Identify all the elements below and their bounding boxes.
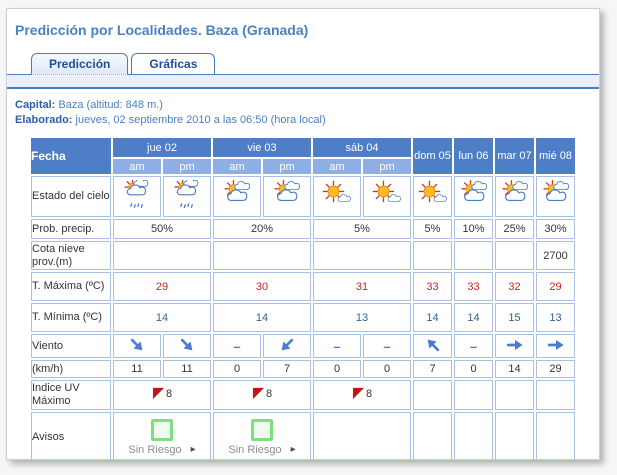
aviso-item[interactable] [114, 419, 210, 456]
cota-cell-3 [413, 241, 452, 270]
precip-cell-0: 50% [113, 219, 211, 239]
row-tmin [31, 303, 575, 332]
precip-cell-1: 20% [213, 219, 311, 239]
kmh-cell-5: 0 [363, 360, 411, 378]
cota-cell-1 [213, 241, 311, 270]
page-title: Predicción por Localidades. Baza (Granada) [15, 22, 309, 38]
tab-graficas[interactable]: Gráficas [131, 53, 215, 75]
wind-arrow-se-icon [178, 336, 196, 354]
avisos-cell-2 [313, 412, 411, 462]
weather-sunny-cloud-icon [322, 201, 352, 213]
estado-cell-9 [536, 176, 575, 217]
viento-cell-7 [454, 334, 493, 358]
weather-sunny-cloud-icon [418, 201, 448, 213]
tmin-cell-0: 14 [113, 303, 211, 332]
subheader-pm-0: pm [163, 159, 211, 174]
estado-cell-5 [363, 176, 411, 217]
avisos-cell-3 [413, 412, 452, 462]
wind-arrow-sw-icon [278, 336, 296, 354]
forecast-table [29, 136, 577, 464]
uv-cell-0 [113, 380, 211, 410]
subheader-pm-1: pm [263, 159, 311, 174]
avisos-cell-5 [495, 412, 534, 462]
viento-cell-4 [313, 334, 361, 358]
kmh-cell-0: 11 [113, 360, 161, 378]
wind-arrow-se-icon [128, 336, 146, 354]
uv-cell-5 [495, 380, 534, 410]
estado-cell-0 [113, 176, 161, 217]
estado-cell-8 [495, 176, 534, 217]
uv-value: 8 [365, 387, 373, 400]
capital-label: Capital: [15, 99, 56, 111]
subheader-am-0: am [113, 159, 161, 174]
uv-cell-3 [413, 380, 452, 410]
row-precip [31, 219, 575, 239]
kmh-cell-2: 0 [213, 360, 261, 378]
wind-calm-dash: – [233, 338, 241, 354]
kmh-cell-6: 7 [413, 360, 452, 378]
aviso-text: Sin Riesgo [228, 443, 282, 456]
uv-flag-icon [252, 387, 265, 400]
viento-cell-9 [536, 334, 575, 358]
uv-flag-icon [152, 387, 165, 400]
estado-cell-4 [313, 176, 361, 217]
estado-cell-3 [263, 176, 311, 217]
kmh-cell-3: 7 [263, 360, 311, 378]
precip-cell-2: 5% [313, 219, 411, 239]
row-label-estado: Estado del cielo [31, 176, 111, 217]
fecha-header: Fecha [31, 138, 111, 174]
row-label-precip: Prob. precip. [31, 219, 111, 239]
viento-cell-5 [363, 334, 411, 358]
row-cota [31, 241, 575, 270]
tmin-cell-3: 14 [413, 303, 452, 332]
day-header-mar-07: mar 07 [495, 138, 534, 174]
wind-calm-dash: – [469, 338, 478, 354]
row-tmax [31, 272, 575, 301]
avisos-cell-4 [454, 412, 493, 462]
day-header-mié-08: mié 08 [536, 138, 575, 174]
viento-cell-8 [495, 334, 534, 358]
uv-flag-icon [352, 387, 365, 400]
elaborado-line [15, 113, 599, 128]
subheader-pm-2: pm [363, 159, 411, 174]
tmin-cell-6: 13 [536, 303, 575, 332]
cota-cell-6: 2700 [536, 241, 575, 270]
row-uv [31, 380, 575, 410]
cota-cell-2 [313, 241, 411, 270]
tmax-cell-2: 31 [313, 272, 411, 301]
capital-line [15, 98, 599, 113]
weather-sun-clouds-rain-icon [172, 201, 202, 213]
day-header-lun-06: lun 06 [454, 138, 493, 174]
estado-cell-2 [213, 176, 261, 217]
viento-cell-3 [263, 334, 311, 358]
tab-underline-band [7, 74, 599, 89]
estado-cell-6 [413, 176, 452, 217]
kmh-cell-7: 0 [454, 360, 493, 378]
row-label-cota: Cota nieve prov.(m) [31, 241, 111, 270]
precip-cell-3: 5% [413, 219, 452, 239]
row-label-tmax: T. Máxima (ºC) [31, 272, 111, 301]
uv-cell-6 [536, 380, 575, 410]
elaborado-value: jueves, 02 septiembre 2010 a las 06:50 (hora local) [75, 114, 326, 126]
capital-value: Baza (altitud: 848 m.) [58, 99, 163, 111]
elaborado-label: Elaborado: [15, 114, 73, 126]
subheader-am-1: am [213, 159, 261, 174]
tmin-cell-1: 14 [213, 303, 311, 332]
tmax-cell-6: 29 [536, 272, 575, 301]
kmh-cell-8: 14 [495, 360, 534, 378]
row-avisos [31, 412, 575, 462]
avisos-cell-1 [213, 412, 311, 462]
precip-cell-5: 25% [495, 219, 534, 239]
uv-value: 8 [165, 387, 173, 400]
kmh-cell-4: 0 [313, 360, 361, 378]
day-header-dom-05: dom 05 [413, 138, 452, 174]
wind-calm-dash: – [383, 338, 391, 354]
uv-value: 8 [265, 387, 273, 400]
tmax-cell-1: 30 [213, 272, 311, 301]
tmin-cell-5: 15 [495, 303, 534, 332]
weather-sun-clouds-rain-icon [122, 201, 152, 213]
estado-cell-1 [163, 176, 211, 217]
subheader-am-2: am [313, 159, 361, 174]
aviso-level-icon [251, 419, 273, 441]
viento-cell-6 [413, 334, 452, 358]
kmh-cell-9: 29 [536, 360, 575, 378]
tab-bar [31, 53, 599, 74]
weather-sun-clouds-icon [500, 201, 530, 213]
cota-cell-5 [495, 241, 534, 270]
tab-prediccion[interactable]: Predicción [31, 53, 128, 75]
wind-arrow-nw-icon [424, 336, 442, 354]
location-info [15, 98, 599, 128]
aviso-item[interactable] [214, 419, 310, 456]
row-label-kmh: (km/h) [31, 360, 111, 378]
weather-sunny-cloud-icon [372, 201, 402, 213]
aviso-level-icon [151, 419, 173, 441]
weather-sun-clouds-icon [459, 201, 489, 213]
cota-cell-0 [113, 241, 211, 270]
day-header-jue-02: jue 02 [113, 138, 211, 157]
weather-sun-clouds-icon [272, 201, 302, 213]
uv-cell-2 [313, 380, 411, 410]
tmax-cell-3: 33 [413, 272, 452, 301]
aviso-expand-arrow-icon: ▸ [290, 444, 296, 455]
day-header-vie-03: vie 03 [213, 138, 311, 157]
precip-cell-6: 30% [536, 219, 575, 239]
kmh-cell-1: 11 [163, 360, 211, 378]
tmax-cell-4: 33 [454, 272, 493, 301]
row-label-viento: Viento [31, 334, 111, 358]
aviso-expand-arrow-icon: ▸ [190, 444, 196, 455]
cota-cell-4 [454, 241, 493, 270]
precip-cell-4: 10% [454, 219, 493, 239]
weather-sun-clouds-icon [541, 201, 571, 213]
tmax-cell-5: 32 [495, 272, 534, 301]
avisos-cell-0 [113, 412, 211, 462]
wind-arrow-e-icon [547, 336, 565, 354]
aviso-text: Sin Riesgo [128, 443, 182, 456]
viento-cell-0 [113, 334, 161, 358]
row-viento [31, 334, 575, 358]
wind-calm-dash: – [333, 338, 341, 354]
tmin-cell-4: 14 [454, 303, 493, 332]
row-label-avisos: Avisos [31, 412, 111, 462]
viento-cell-2 [213, 334, 261, 358]
uv-cell-4 [454, 380, 493, 410]
day-header-sáb-04: sáb 04 [313, 138, 411, 157]
weather-sun-clouds-icon [222, 201, 252, 213]
estado-cell-7 [454, 176, 493, 217]
tmax-cell-0: 29 [113, 272, 211, 301]
uv-cell-1 [213, 380, 311, 410]
tmin-cell-2: 13 [313, 303, 411, 332]
content-panel [6, 8, 600, 460]
row-label-uv: Indice UV Máximo [31, 380, 111, 410]
row-label-tmin: T. Mínima (ºC) [31, 303, 111, 332]
wind-arrow-e-icon [506, 336, 524, 354]
viento-cell-1 [163, 334, 211, 358]
avisos-cell-6 [536, 412, 575, 462]
row-estado [31, 176, 575, 217]
row-kmh [31, 360, 575, 378]
